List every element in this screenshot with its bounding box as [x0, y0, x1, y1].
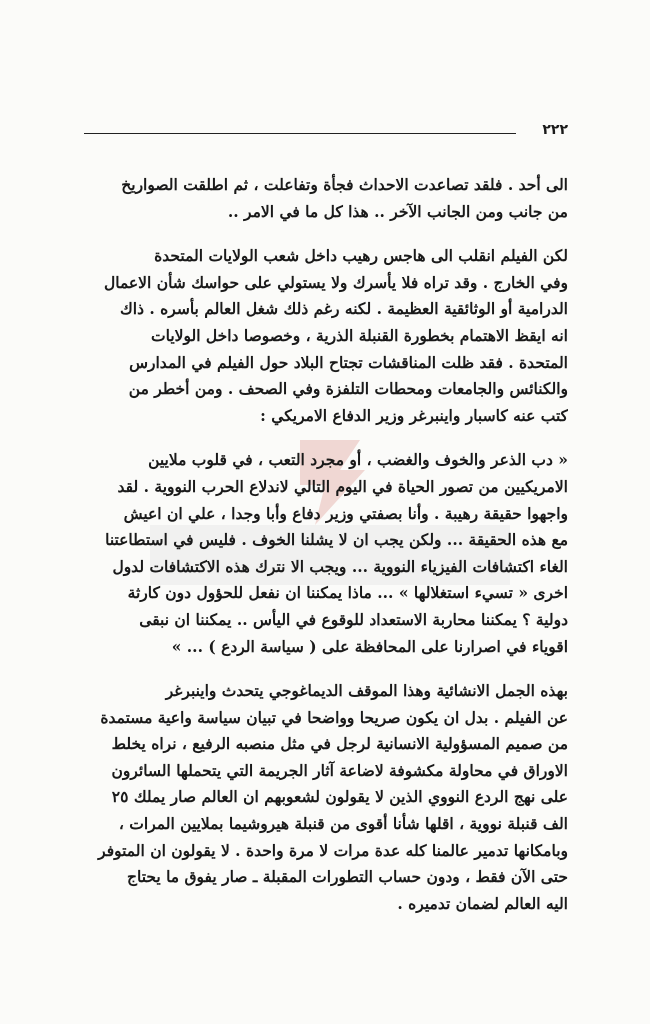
text-line: الدرامية أو الوثائقية العظيمة . لكنه رغم ذلك شغل العالم بأسره . ذاك [120, 299, 568, 319]
text-line: مع هذه الحقيقة ... ولكن يجب ان لا يشلنا الخوف . فليس في استطاعتنا [105, 530, 568, 550]
text-line: لكن الفيلم انقلب الى هاجس رهيب داخل شعب الولايات المتحدة [154, 246, 568, 266]
text-line: كتب عنه كاسبار واينبرغر وزير الدفاع الامريكي : [260, 405, 568, 425]
quote-paragraph [84, 447, 568, 660]
paragraph [84, 243, 568, 429]
text-line: من جانب ومن الجانب الآخر .. هذا كل ما في الامر .. [227, 201, 568, 221]
text-line: اليه العالم لضمان تدميره . [397, 893, 568, 913]
text-line: المتحدة . فقد ظلت المناقشات تجتاح البلاد حول الفيلم في المدارس [129, 352, 568, 372]
page-header [84, 122, 568, 140]
text-line: « دب الذعر والخوف والغضب ، أو مجرد التعب ، في قلوب ملايين [148, 450, 568, 470]
text-line: اخرى « تسيء استغلالها » ... ماذا يمكننا ان نفعل للحؤول دون كارثة [127, 583, 568, 603]
text-line: حتى الآن فقط ، ودون حساب التطورات المقبلة ـ صار يفوق ما يحتاج [126, 867, 568, 887]
text-line: الف قنبلة نووية ، اقلها شأنا أقوى من قنبلة هيروشيما بملايين المرات ، [118, 814, 568, 834]
page-number: ٢٢٢ [542, 122, 568, 138]
article-body [84, 172, 568, 917]
header-rule [84, 133, 516, 134]
text-line: واجهوا حقيقة رهيبة . وأنا بصفتي وزير دفاع وأبا وجدا ، علي ان اعيش [123, 503, 568, 523]
text-line: الامريكيين من تصور الحياة في اليوم التالي لاندلاع الحرب النووية . لقد [117, 476, 568, 496]
text-line: من صميم المسؤولية الانسانية لرجل في مثل منصبه الرفيع ، نراه يخلط [111, 734, 568, 754]
paragraph [84, 678, 568, 917]
text-line: والكنائس والجامعات ومحطات التلفزة وفي الصحف . ومن أخطر من [128, 379, 568, 399]
text-line: وبامكانها تدمير عالمنا كله عدة مرات لا مرة واحدة . لا يقولون ان المتوفر [98, 840, 568, 860]
text-line: عن الفيلم . بدل ان يكون صريحا وواضحا في تبيان سياسة واعية مستمدة [100, 707, 568, 727]
text-line: بهذه الجمل الانشائية وهذا الموقف الديماغوجي يتحدث واينبرغر [165, 681, 568, 701]
text-line: دولية ؟ يمكننا محاربة الاستعداد للوقوع في اليأس .. يمكننا ان نبقى [139, 609, 568, 629]
text-line: انه ايقظ الاهتمام بخطورة القنبلة الذرية ، وخصوصا داخل الولايات [151, 325, 568, 345]
text-line: الاوراق في محاولة مكشوفة لاضاعة آثار الجريمة التي يتحملها السائرون [111, 760, 568, 780]
paragraph [84, 172, 568, 225]
text-line: على نهج الردع النووي الذين لا يقولون لشعوبهم ان العالم صار يملك ٢٥ [111, 787, 568, 807]
text-line: الى أحد . فلقد تصاعدت الاحداث فجأة وتفاعلت ، ثم اطلقت الصواريخ [121, 175, 568, 194]
text-line: وفي الخارج . وقد تراه فلا يأسرك ولا يستولي على حواسك شأن الاعمال [103, 272, 568, 292]
text-line: اقوياء في اصرارنا على المحافظة على ( سياسة الردع ) ... » [171, 636, 568, 656]
text-line: الغاء اكتشافات الفيزياء النووية ... ويجب الا نترك هذه الاكتشافات لدول [112, 556, 568, 576]
